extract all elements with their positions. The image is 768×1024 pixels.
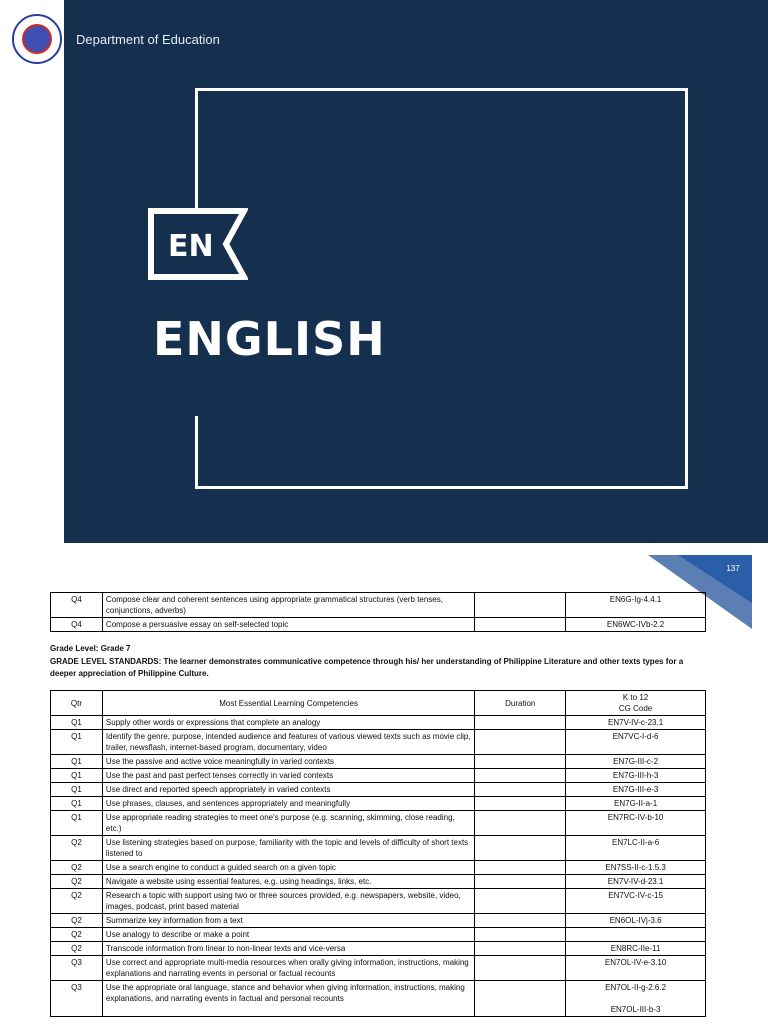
code-line: EN7OL-III-b-3 — [610, 1005, 661, 1014]
code-cell: EN8RC-IIe-11 — [566, 942, 706, 956]
table-row — [51, 716, 706, 730]
duration-cell — [475, 836, 566, 861]
duration-cell — [475, 716, 566, 730]
qtr-cell: Q1 — [51, 811, 103, 836]
qtr-cell: Q2 — [51, 928, 103, 942]
qtr-cell: Q1 — [51, 769, 103, 783]
duration-cell — [475, 861, 566, 875]
code-cell: EN7RC-IV-b-10 — [566, 811, 706, 836]
code-cell: EN7V-IV-d-23.1 — [566, 875, 706, 889]
competency-cell: Use analogy to describe or make a point — [102, 928, 474, 942]
en-flag-icon — [148, 208, 248, 280]
department-name: Department of Education — [76, 32, 220, 47]
competency-cell: Use listening strategies based on purpose, familiarity with the topic and levels of difficulty of short texts listened to — [102, 836, 474, 861]
deped-seal-logo — [12, 14, 62, 64]
competency-cell: Use the past and past perfect tenses correctly in varied contexts — [102, 769, 474, 783]
code-cell: EN7V-IV-c-23.1 — [566, 716, 706, 730]
frame-line-top — [195, 88, 688, 91]
qtr-cell: Q1 — [51, 797, 103, 811]
table-row — [51, 783, 706, 797]
code-cell: EN7VC-IV-c-15 — [566, 889, 706, 914]
duration-cell — [475, 928, 566, 942]
competency-cell: Use a search engine to conduct a guided search on a given topic — [102, 861, 474, 875]
qtr-cell: Q1 — [51, 730, 103, 755]
code-cell: EN7G-II-a-1 — [566, 797, 706, 811]
code-cell: EN7G-III-c-2 — [566, 755, 706, 769]
code-cell: EN7G-III-e-3 — [566, 783, 706, 797]
frame-line-bottom — [195, 486, 688, 489]
table-row — [51, 755, 706, 769]
duration-cell — [475, 730, 566, 755]
table-row — [51, 942, 706, 956]
competency-cell: Navigate a website using essential features, e.g. using headings, links, etc. — [102, 875, 474, 889]
header-code-line2: CG Code — [618, 704, 653, 713]
subject-title: ENGLISH — [153, 312, 386, 366]
table-row — [51, 861, 706, 875]
header-duration: Duration — [475, 691, 566, 716]
duration-cell — [475, 618, 566, 632]
duration-cell — [475, 769, 566, 783]
duration-cell — [475, 942, 566, 956]
duration-cell — [475, 755, 566, 769]
qtr-cell: Q2 — [51, 836, 103, 861]
duration-cell — [475, 956, 566, 981]
duration-cell — [475, 981, 566, 1017]
grade-level-standards: GRADE LEVEL STANDARDS: The learner demonstrates communicative competence through his/ her understanding of Philippine Literature and other texts types for a deeper appreciation of Philippine Culture. — [50, 657, 684, 678]
table-row — [51, 875, 706, 889]
previous-grade-table — [50, 592, 706, 632]
code-cell: EN7VC-I-d-6 — [566, 730, 706, 755]
competencies-table — [50, 690, 706, 1017]
table-row — [51, 593, 706, 618]
code-cell — [566, 981, 706, 1017]
code-cell: EN6OL-IVj-3.6 — [566, 914, 706, 928]
competency-cell: Supply other words or expressions that complete an analogy — [102, 716, 474, 730]
duration-cell — [475, 593, 566, 618]
qtr-cell: Q2 — [51, 889, 103, 914]
qtr-cell: Q2 — [51, 914, 103, 928]
qtr-cell: Q2 — [51, 861, 103, 875]
qtr-cell: Q2 — [51, 875, 103, 889]
competency-cell: Use direct and reported speech appropriately in varied contexts — [102, 783, 474, 797]
table-row — [51, 889, 706, 914]
table-row — [51, 618, 706, 632]
table-row — [51, 956, 706, 981]
competency-cell: Use phrases, clauses, and sentences appropriately and meaningfully — [102, 797, 474, 811]
duration-cell — [475, 889, 566, 914]
frame-line-left-bottom — [195, 416, 198, 489]
competency-cell: Use correct and appropriate multi-media resources when orally giving information, instructions, making explanations and narrating events in personal or factual recounts — [102, 956, 474, 981]
code-cell: EN7SS-II-c-1.5.3 — [566, 861, 706, 875]
qtr-cell: Q2 — [51, 942, 103, 956]
duration-cell — [475, 783, 566, 797]
competency-cell: Research a topic with support using two or three sources provided, e.g. newspapers, website, video, images, podcast, print based material — [102, 889, 474, 914]
duration-cell — [475, 875, 566, 889]
table-row — [51, 769, 706, 783]
table-row — [51, 981, 706, 1017]
code-cell — [566, 928, 706, 942]
grade-level-label: Grade Level: Grade 7 — [50, 644, 131, 653]
header-qtr: Qtr — [51, 691, 103, 716]
table-row — [51, 811, 706, 836]
code-cell: EN7G-III-h-3 — [566, 769, 706, 783]
table-row — [51, 836, 706, 861]
table-header-row — [51, 691, 706, 716]
qtr-cell: Q1 — [51, 755, 103, 769]
code-line: EN7OL-II-g-2.6.2 — [605, 983, 667, 992]
code-cell: EN7LC-II-a-6 — [566, 836, 706, 861]
code-cell: EN7OL-IV-e-3.10 — [566, 956, 706, 981]
competencies-table-body — [51, 716, 706, 1017]
duration-cell — [475, 914, 566, 928]
competency-cell: Identify the genre, purpose, intended audience and features of various viewed texts such as movie clip, trailer, newsflash, internet-based program, documentary, video — [102, 730, 474, 755]
qtr-cell: Q1 — [51, 716, 103, 730]
competency-cell: Use appropriate reading strategies to meet one's purpose (e.g. scanning, skimming, close reading, etc.) — [102, 811, 474, 836]
previous-grade-table-body — [51, 593, 706, 632]
code-cell: EN6WC-IVb-2.2 — [566, 618, 706, 632]
qtr-cell: Q4 — [51, 593, 103, 618]
frame-line-left-top — [195, 88, 198, 213]
table-row — [51, 928, 706, 942]
frame-line-right — [685, 88, 688, 489]
qtr-cell: Q3 — [51, 981, 103, 1017]
competency-cell: Use the passive and active voice meaningfully in varied contexts — [102, 755, 474, 769]
header-code-line1: K to 12 — [622, 693, 649, 702]
header-code — [566, 691, 706, 716]
competency-cell: Summarize key information from a text — [102, 914, 474, 928]
header-competency: Most Essential Learning Competencies — [102, 691, 474, 716]
page-number: 137 — [726, 564, 740, 573]
duration-cell — [475, 797, 566, 811]
table-row — [51, 730, 706, 755]
competency-cell: Use the appropriate oral language, stance and behavior when giving information, instructions, making explanations, and narrating events in factual and personal recounts — [102, 981, 474, 1017]
qtr-cell: Q4 — [51, 618, 103, 632]
competency-cell: Compose clear and coherent sentences using appropriate grammatical structures (verb tenses, conjunctions, adverbs) — [102, 593, 474, 618]
subject-abbrev: EN — [168, 229, 214, 264]
competency-cell: Transcode information from linear to non-linear texts and vice-versa — [102, 942, 474, 956]
code-cell: EN6G-Ig-4.4.1 — [566, 593, 706, 618]
table-row — [51, 914, 706, 928]
competency-cell: Compose a persuasive essay on self-selected topic — [102, 618, 474, 632]
duration-cell — [475, 811, 566, 836]
qtr-cell: Q1 — [51, 783, 103, 797]
table-row — [51, 797, 706, 811]
qtr-cell: Q3 — [51, 956, 103, 981]
